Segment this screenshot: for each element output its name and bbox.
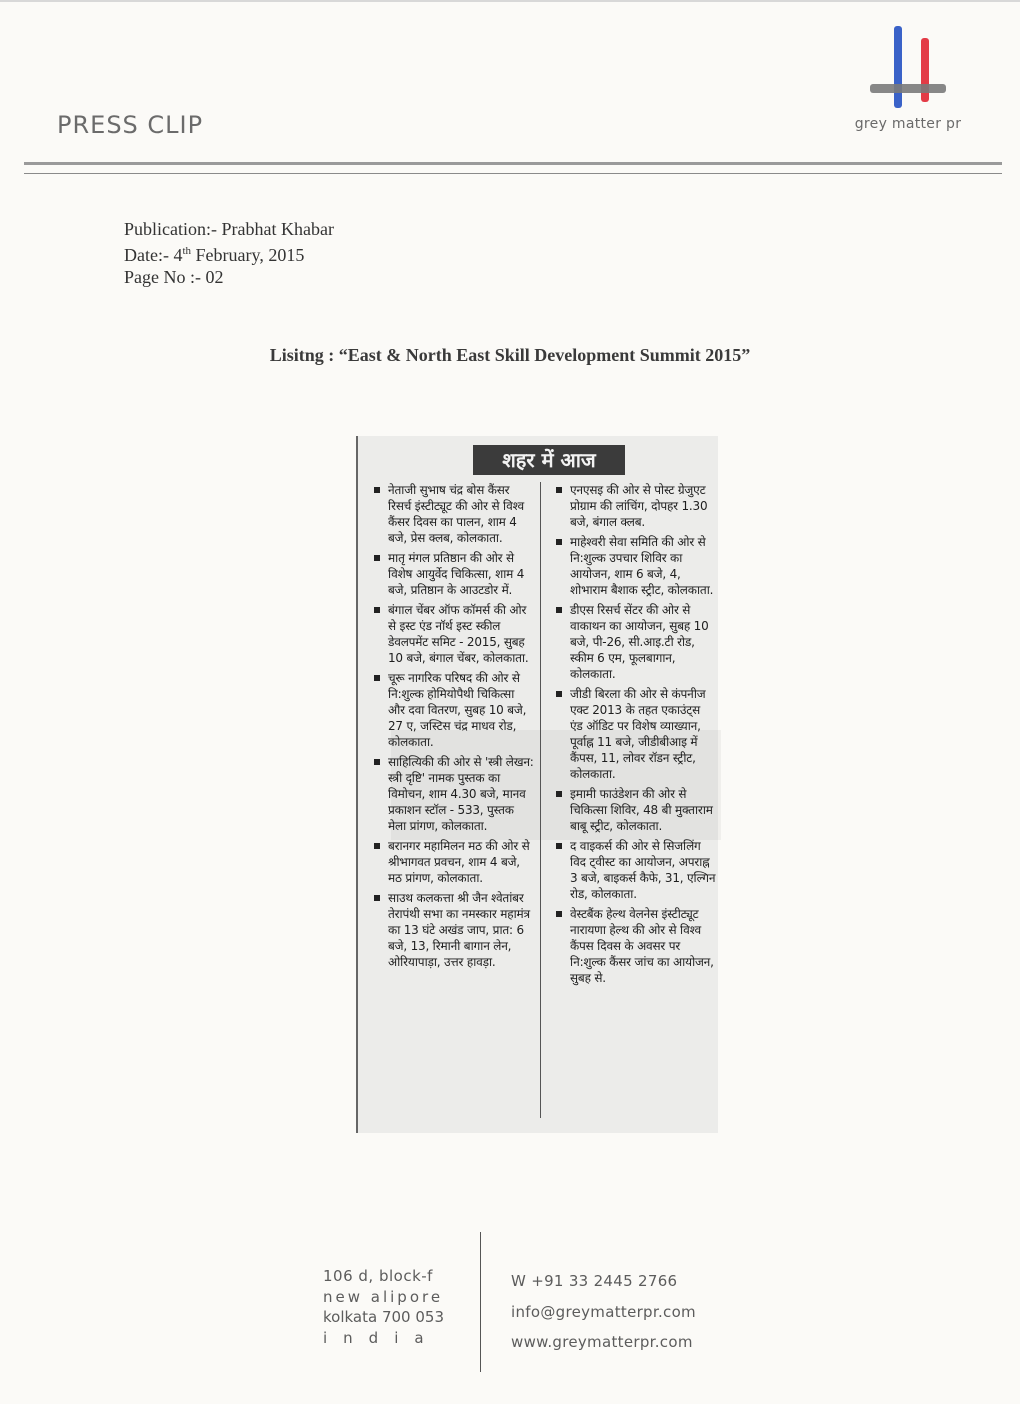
grey-matter-logo-icon — [866, 24, 950, 114]
list-item-text: साहित्यिकी की ओर से 'स्त्री लेखन: स्त्री दृष्टि' नामक पुस्तक का विमोचन, शाम 4.30 बजे, मानव प्रकाशन स्टॉल - 533, पुस्तक मेला प्रांगण, कोलकाता. — [388, 755, 534, 833]
square-bullet-icon — [556, 791, 562, 797]
date-ordinal: th — [182, 245, 192, 257]
list-item — [556, 906, 716, 986]
list-item — [556, 482, 716, 530]
square-bullet-icon — [556, 843, 562, 849]
list-item — [374, 482, 534, 546]
date-line — [124, 240, 334, 266]
list-item-text: बरानगर महामिलन मठ की ओर से श्रीभागवत प्रवचन, शाम 4 बजे, मठ प्रांगण, कोलकाता. — [388, 839, 530, 885]
address-line: 106 d, block-f — [323, 1267, 433, 1285]
square-bullet-icon — [556, 607, 562, 613]
list-item-text: द वाइकर्स की ओर से सिजलिंग विद ट्वीस्ट का आयोजन, अपराह्न 3 बजे, बाइकर्स कैफे, 31, एल्गिन रोड, कोलकाता. — [570, 839, 716, 901]
square-bullet-icon — [556, 539, 562, 545]
list-item — [374, 550, 534, 598]
list-item — [374, 890, 534, 970]
square-bullet-icon — [374, 759, 380, 765]
list-item — [556, 838, 716, 902]
list-item — [556, 686, 716, 782]
list-item-text: जीडी बिरला की ओर से कंपनीज एक्ट 2013 के तहत एकाउंट्स एंड ऑडिट पर विशेष व्याख्यान, पूर्वाह्न 11 बजे, जीडीबीआइ में कैंपस, 11, लोवर रॉडन स्ट्रीट, कोलकाता. — [570, 687, 706, 781]
square-bullet-icon — [374, 843, 380, 849]
list-item-text: वेस्टबैंक हेल्थ वेलनेस इंस्टीट्यूट नारायणा हेल्थ की ओर से विश्व कैंपस दिवस के अवसर पर नि:शुल्क कैंसर जांच का आयोजन, सुबह से. — [570, 907, 714, 985]
page-no-line: Page No :- 02 — [124, 267, 224, 287]
list-item — [374, 754, 534, 834]
list-item-text: नेताजी सुभाष चंद्र बोस कैंसर रिसर्च इंस्टीट्यूट की ओर से विश्व कैंसर दिवस का पालन, शाम 4 बजे, प्रेस क्लब, कोलकाता. — [388, 483, 524, 545]
publication-line: Publication:- Prabhat Khabar — [124, 219, 334, 239]
date-prefix: Date:- 4 — [124, 245, 183, 265]
website-link[interactable]: www.greymatterpr.com — [511, 1333, 693, 1351]
square-bullet-icon — [556, 487, 562, 493]
square-bullet-icon — [556, 911, 562, 917]
address-line: india — [323, 1328, 440, 1347]
listing-title: Lisitng : “East & North East Skill Development Summit 2015” — [269, 345, 751, 365]
header-rule-thick — [24, 162, 1002, 165]
list-item-text: साउथ कलकत्ता श्री जैन श्वेतांबर तेरापंथी सभा का नमस्कार महामंत्र का 13 घंटे अखंड जाप, प्रात: 6 बजे, 13, रिमानी बागान लेन, ओरियापाड़ा, उत्तर हावड़ा. — [388, 891, 530, 969]
square-bullet-icon — [374, 895, 380, 901]
phone-number: W +91 33 2445 2766 — [511, 1272, 678, 1290]
clipping-banner: शहर में आज — [473, 445, 625, 475]
list-item — [556, 786, 716, 834]
date-suffix: February, 2015 — [191, 245, 305, 265]
square-bullet-icon — [374, 555, 380, 561]
address-line: new alipore — [323, 1287, 444, 1306]
top-edge-line — [0, 0, 1020, 2]
square-bullet-icon — [556, 691, 562, 697]
email-link[interactable]: info@greymatterpr.com — [511, 1302, 696, 1321]
list-item-text: डीएस रिसर्च सेंटर की ओर से वाकाथन का आयोजन, सुबह 10 बजे, पी-26, सी.आइ.टी रोड, स्कीम 6 एम, फूलबागान, कोलकाता. — [570, 603, 709, 681]
footer-divider — [480, 1232, 481, 1372]
press-clip-heading: PRESS CLIP — [57, 111, 204, 139]
footer-address — [323, 1266, 444, 1348]
square-bullet-icon — [374, 607, 380, 613]
newspaper-clipping — [356, 436, 718, 1133]
list-item-text: मातृ मंगल प्रतिष्ठान की ओर से विशेष आयुर्वेद चिकित्सा, शाम 4 बजे, प्रतिष्ठान के आउटडोर में. — [388, 551, 525, 597]
publication-meta — [124, 218, 334, 288]
square-bullet-icon — [374, 487, 380, 493]
list-item — [556, 534, 716, 598]
logo-wordmark: grey matter pr — [854, 116, 962, 132]
list-item-text: बंगाल चेंबर ऑफ कॉमर्स की ओर से इस्ट एंड नॉर्थ इस्ट स्कील डेवलपमेंट समिट - 2015, सुबह 10 बजे, बंगाल चेंबर, कोलकाता. — [388, 603, 529, 665]
footer-contact — [511, 1266, 696, 1358]
list-item — [556, 602, 716, 682]
square-bullet-icon — [374, 675, 380, 681]
list-item-text: माहेश्वरी सेवा समिति की ओर से नि:शुल्क उपचार शिविर का आयोजन, शाम 6 बजे, 4, शोभाराम बैशाक स्ट्रीट, कोलकाता. — [570, 535, 714, 597]
list-item-text: इमामी फाउंडेशन की ओर से चिकित्सा शिविर, 48 बी मुक्ताराम बाबू स्ट्रीट, कोलकाता. — [570, 787, 713, 833]
header-rule-thin — [24, 173, 1002, 174]
list-item-text: एनएसइ की ओर से पोस्ट ग्रेजुएट प्रोग्राम की लांचिंग, दोपहर 1.30 बजे, बंगाल क्लब. — [570, 483, 708, 529]
address-line: kolkata 700 053 — [323, 1308, 444, 1326]
list-item — [374, 602, 534, 666]
clipping-left-column — [374, 482, 534, 974]
clipping-right-column — [556, 482, 716, 990]
list-item-text: चूरू नागरिक परिषद की ओर से नि:शुल्क होमियोपैथी चिकित्सा और दवा वितरण, सुबह 10 बजे, 27 ए, जस्टिस चंद्र माधव रोड, कोलकाता. — [388, 671, 527, 749]
list-item — [374, 670, 534, 750]
list-item — [374, 838, 534, 886]
clipping-column-divider — [540, 482, 541, 1118]
